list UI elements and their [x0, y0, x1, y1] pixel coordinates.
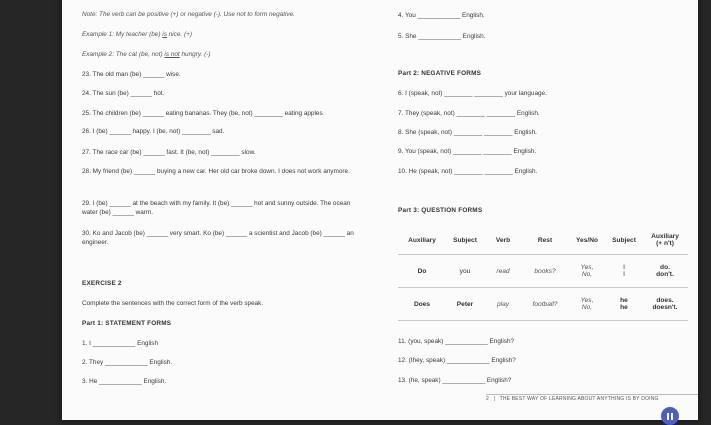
- worksheet-page: [62, 0, 698, 420]
- table-cell: play: [484, 288, 522, 321]
- part-1-title: Part 1: STATEMENT FORMS: [82, 320, 172, 327]
- exercise-item-23: 23. The old man (be) ______ wise.: [82, 71, 181, 78]
- table-cell: Do: [398, 255, 446, 288]
- table-cell: Yes, No,: [568, 255, 606, 288]
- table-cell: I I: [606, 255, 642, 288]
- note-text: Note: The verb can be positive (+) or negative (-). Use not to form negative.: [82, 11, 295, 18]
- statement-item-1: 1. I ____________ English: [82, 340, 159, 347]
- negative-item-6: 6. I (speak, not) ________ ________ your language.: [398, 90, 547, 97]
- exercise-item-25: 25. The children (be) ______ eating bananas. They (be, not) ________ eating apples: [82, 110, 323, 117]
- statement-item-5: 5. She ____________ English.: [398, 33, 486, 40]
- question-item-13: 13. (he, speak) ____________ English?: [398, 377, 512, 384]
- exercise-item-29: 29. I (be) ______ at the beach with my family. It (be) ______ hot and sunny outside. The ocean water (be) ______ warm.: [82, 200, 351, 216]
- table-header-row: [398, 226, 688, 255]
- example-1: Example 1: My teacher (be) is nice. (+): [82, 31, 192, 38]
- table-cell: Peter: [446, 288, 484, 321]
- statement-item-2: 2. They ____________ English.: [82, 359, 173, 366]
- exercise-item-28: 28. My friend (be) ______ buying a new car. Her old car broke down. I does not work anymore.: [82, 168, 350, 175]
- footer-tagline: THE BEST WAY OF LEARNING ABOUT ANYTHING IS BY DOING: [499, 396, 659, 402]
- table-cell: books?: [522, 255, 568, 288]
- page-number: 2: [486, 396, 489, 402]
- table-header: Subject: [446, 226, 484, 255]
- table-row: [398, 288, 688, 321]
- question-item-11: 11. (you, speak) ____________ English?: [398, 338, 515, 345]
- table-cell: you: [446, 255, 484, 288]
- page-footer: 2 | THE BEST WAY OF LEARNING ABOUT ANYTHING IS BY DOING: [486, 394, 698, 402]
- table-cell: do. don't.: [642, 255, 688, 288]
- pause-icon[interactable]: [661, 407, 679, 425]
- table-cell: football?: [522, 288, 568, 321]
- exercise-item-30: 30. Ko and Jacob (be) ______ very smart. Ko (be) ______ a scientist and Jacob (be) ______ an engineer.: [82, 230, 354, 246]
- table-row: [398, 255, 688, 288]
- negative-item-7: 7. They (speak, not) ________ ________ English.: [398, 110, 540, 117]
- statement-item-3: 3. He ____________ English.: [82, 378, 167, 385]
- question-forms-table: [398, 226, 688, 321]
- table-header: Auxiliary (+ n't): [642, 226, 688, 255]
- table-cell: Does: [398, 288, 446, 321]
- part-3-title: Part 3: QUESTION FORMS: [398, 207, 483, 214]
- table-cell: read: [484, 255, 522, 288]
- table-cell: Yes, No,: [568, 288, 606, 321]
- negative-item-10: 10. He (speak, not) ________ ________ English.: [398, 168, 538, 175]
- table-cell: he he: [606, 288, 642, 321]
- table-header: Auxiliary: [398, 226, 446, 255]
- exercise-item-24: 24. The sun (be) ______ hot.: [82, 90, 165, 97]
- question-item-12: 12. (they, speak) ____________ English?: [398, 357, 516, 364]
- exercise-item-27: 27. The race car (be) ______ fast. It (be, not) ________ slow.: [82, 149, 256, 156]
- statement-item-4: 4. You ____________ English.: [398, 12, 485, 19]
- table-cell: does. doesn't.: [642, 288, 688, 321]
- table-header: Rest: [522, 226, 568, 255]
- table-header: Verb: [484, 226, 522, 255]
- exercise-item-26: 26. I (be) ______ happy. I (be, not) ________ sad.: [82, 128, 225, 135]
- table-header: Subject: [606, 226, 642, 255]
- exercise-2-title: EXERCISE 2: [82, 280, 122, 287]
- example-2: Example 2: The cat (be, not) is not hungry. (-): [82, 51, 211, 58]
- negative-item-9: 9. You (speak, not) ________ ________ English.: [398, 148, 537, 155]
- exercise-2-instruction: Complete the sentences with the correct form of the verb speak.: [82, 300, 264, 307]
- negative-item-8: 8. She (speak, not) ________ ________ English.: [398, 129, 537, 136]
- part-2-title: Part 2: NEGATIVE FORMS: [398, 70, 482, 77]
- table-header: Yes/No: [568, 226, 606, 255]
